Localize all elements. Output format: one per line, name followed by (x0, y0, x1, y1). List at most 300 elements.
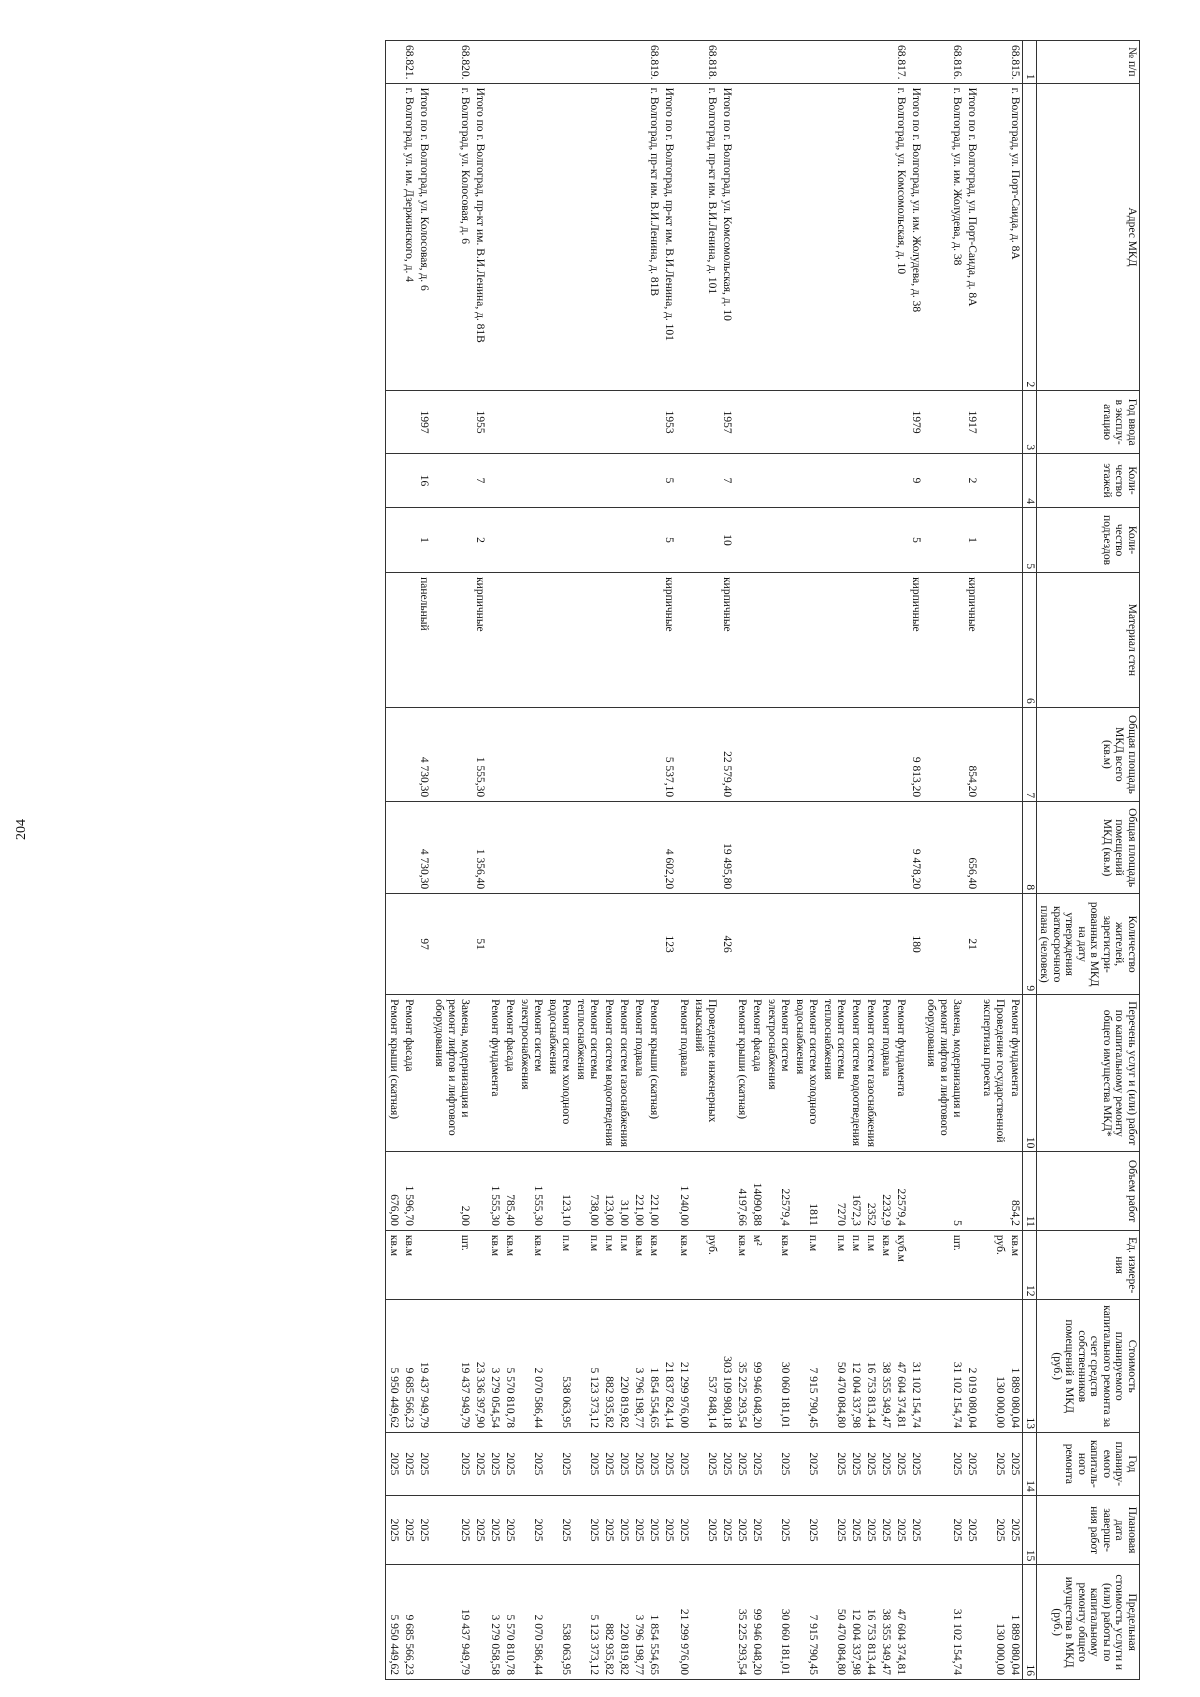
table-cell: Ремонт системы теплоснабжения (573, 995, 601, 1152)
table-cell (401, 707, 416, 801)
table-cell (401, 507, 416, 572)
table-cell (979, 802, 1007, 894)
table-cell (792, 454, 820, 508)
table-cell (661, 41, 676, 84)
table-cell: 1 356,40 (472, 802, 487, 894)
table-cell: 9 478,20 (908, 802, 923, 894)
table-cell (691, 707, 719, 801)
table-row (517, 41, 545, 1680)
table-row (878, 41, 893, 1680)
column-header: Коли-чество этажей (1037, 454, 1140, 508)
table-cell: 47 604 374,81 (893, 1300, 908, 1432)
table-cell: руб. (691, 1230, 719, 1300)
table-cell (517, 707, 545, 801)
table-cell: 14090,88 (749, 1152, 764, 1231)
table-cell: 30 060 181,01 (764, 1300, 792, 1432)
table-cell (646, 573, 661, 708)
table-cell (908, 995, 923, 1152)
table-cell: 5 (923, 1152, 964, 1231)
table-cell: Ремонт систем водоотведения (848, 995, 863, 1152)
table-cell (545, 454, 573, 508)
table-cell (631, 83, 646, 391)
table-cell (386, 454, 402, 508)
table-cell: 2025 (1007, 1495, 1023, 1565)
table-cell: 7270 (820, 1152, 848, 1231)
table-cell (979, 507, 1007, 572)
table-row (734, 41, 749, 1680)
table-cell: 68.819. (646, 41, 661, 84)
table-cell: кв.м (502, 1230, 517, 1300)
table-cell (386, 41, 402, 84)
table-cell: Ремонт подвала (878, 995, 893, 1152)
table-cell (573, 802, 601, 894)
table-cell: 2025 (863, 1432, 878, 1495)
table-cell: 2352 (863, 1152, 878, 1231)
table-cell (401, 802, 416, 894)
table-cell: 2 070 586,44 (517, 1565, 545, 1680)
table-cell: кирпичные (661, 573, 676, 708)
column-number: 2 (1023, 83, 1037, 391)
table-cell: 2025 (401, 1495, 416, 1565)
table-cell: 2025 (908, 1495, 923, 1565)
table-cell: 2025 (820, 1432, 848, 1495)
table-cell: 5 (908, 507, 923, 572)
table-cell: 68.815. (1007, 41, 1023, 84)
table-cell: 7 (719, 454, 734, 508)
table-cell (691, 802, 719, 894)
table-cell: 1 889 080,04 (1007, 1565, 1023, 1680)
table-cell: 5 570 810,78 (502, 1565, 517, 1680)
table-cell (691, 573, 719, 708)
table-cell: 19 437 949,79 (431, 1300, 472, 1432)
column-header: Предельная стоимость услуги и (или) работы по капитальному ремонту общего имущества в МКД (руб.) (1037, 1565, 1140, 1680)
table-cell: 1 555,30 (517, 1152, 545, 1231)
table-cell (719, 995, 734, 1152)
table-cell: 99 946 048,20 (749, 1565, 764, 1680)
table-cell: 2025 (820, 1495, 848, 1565)
table-cell: Ремонт крыши (скатная) (646, 995, 661, 1152)
table-cell: 1997 (416, 391, 431, 454)
table-cell: 7 915 790,45 (792, 1300, 820, 1432)
table-cell: 9 813,20 (908, 707, 923, 801)
table-cell: 2025 (573, 1432, 601, 1495)
table-cell: 2025 (764, 1495, 792, 1565)
table-cell (487, 573, 502, 708)
table-cell (820, 894, 848, 995)
table-cell: Ремонт фундамента (487, 995, 502, 1152)
column-header: Перечень услуг и (или) работ по капитальному ремонту общего имущества МКД* (1037, 995, 1140, 1152)
table-cell (749, 573, 764, 708)
table-cell (979, 41, 1007, 84)
table-cell: п.м (601, 1230, 616, 1300)
table-cell (573, 507, 601, 572)
table-cell: 1 555,30 (487, 1152, 502, 1231)
table-cell: 16 753 813,44 (863, 1300, 878, 1432)
table-cell (631, 454, 646, 508)
table-cell (646, 391, 661, 454)
table-cell (502, 802, 517, 894)
header-row (1037, 41, 1140, 1680)
table-cell (616, 83, 631, 391)
column-number: 8 (1023, 802, 1037, 894)
table-cell (734, 41, 749, 84)
table-cell: 2025 (517, 1495, 545, 1565)
table-cell (661, 1152, 676, 1231)
table-cell (848, 707, 863, 801)
table-cell (848, 391, 863, 454)
table-cell: Итого по г. Волгоград, пр-кт им. В.И.Ленина, д. 81В (472, 83, 487, 391)
table-cell: 21 (964, 894, 979, 995)
table-cell (764, 454, 792, 508)
table-cell (820, 707, 848, 801)
table-cell (749, 41, 764, 84)
table-cell (878, 454, 893, 508)
table-cell (923, 707, 964, 801)
table-cell: 1 854 554,65 (646, 1300, 661, 1432)
table-cell: кв.м (878, 1230, 893, 1300)
table-cell (691, 1565, 719, 1680)
table-cell: 2025 (878, 1495, 893, 1565)
table-cell: 7 915 790,45 (792, 1565, 820, 1680)
table-cell (631, 573, 646, 708)
table-cell: 2025 (601, 1432, 616, 1495)
table-cell: г. Волгоград, пр-кт им. В.И.Ленина, д. 101 (691, 83, 719, 391)
table-cell: 220 819,82 (616, 1300, 631, 1432)
table-cell (616, 573, 631, 708)
table-cell: 2025 (893, 1495, 908, 1565)
table-cell: кирпичные (719, 573, 734, 708)
table-cell: 9 685 566,23 (401, 1565, 416, 1680)
table-cell (863, 707, 878, 801)
column-number: 7 (1023, 707, 1037, 801)
table-cell: 2025 (616, 1432, 631, 1495)
table-cell (601, 707, 616, 801)
table-cell: 1 854 554,65 (646, 1565, 661, 1680)
table-row (545, 41, 573, 1680)
table-cell: кв.м (517, 1230, 545, 1300)
table-cell: 2025 (676, 1432, 691, 1495)
table-cell (616, 391, 631, 454)
table-cell: 68.816. (923, 41, 964, 84)
table-cell: Проведение инженерных изысканий (691, 995, 719, 1152)
table-cell: Замена, модернизация и ремонт лифтов и лифтового оборудования (431, 995, 472, 1152)
table-cell (878, 391, 893, 454)
column-number: 16 (1023, 1565, 1037, 1680)
table-cell: руб. (979, 1230, 1007, 1300)
table-cell (487, 41, 502, 84)
table-cell: 19 495,80 (719, 802, 734, 894)
table-cell: п.м (792, 1230, 820, 1300)
table-cell (691, 1152, 719, 1231)
table-cell: 2025 (487, 1432, 502, 1495)
table-cell: кв.м (734, 1230, 749, 1300)
table-cell (502, 707, 517, 801)
table-cell (431, 802, 472, 894)
table-cell: 2 019 080,04 (964, 1300, 979, 1432)
table-cell: Ремонт системы теплоснабжения (820, 995, 848, 1152)
table-cell: 2025 (416, 1432, 431, 1495)
table-cell (631, 41, 646, 84)
table-cell (487, 507, 502, 572)
table-cell (734, 507, 749, 572)
table-cell: 5 (661, 507, 676, 572)
table-cell (848, 41, 863, 84)
table-cell (820, 391, 848, 454)
table-cell (719, 1565, 734, 1680)
table-cell: 656,40 (964, 802, 979, 894)
table-cell: 68.821. (401, 41, 416, 84)
table-cell (908, 1565, 923, 1680)
table-cell: 2025 (386, 1432, 402, 1495)
table-cell (764, 894, 792, 995)
table-cell: 2025 (1007, 1432, 1023, 1495)
table-cell: кв.м (401, 1230, 416, 1300)
column-number: 11 (1023, 1152, 1037, 1231)
table-cell: 2025 (616, 1495, 631, 1565)
table-row (749, 41, 764, 1680)
table-cell (487, 454, 502, 508)
table-cell (979, 454, 1007, 508)
table-cell: п.м (863, 1230, 878, 1300)
table-cell (863, 391, 878, 454)
table-cell: 1955 (472, 391, 487, 454)
table-cell (792, 391, 820, 454)
table-cell: 2025 (863, 1495, 878, 1565)
table-cell (545, 41, 573, 84)
table-cell: 2025 (502, 1432, 517, 1495)
table-cell: 2025 (764, 1432, 792, 1495)
table-cell: 882 935,82 (601, 1565, 616, 1680)
table-cell: г. Волгоград, ул. Колосовая, д. 6 (431, 83, 472, 391)
table-cell (863, 83, 878, 391)
table-cell (517, 83, 545, 391)
table-cell: куб.м (893, 1230, 908, 1300)
table-cell (863, 573, 878, 708)
table-cell (1007, 707, 1023, 801)
table-cell (734, 391, 749, 454)
table-cell: 2025 (517, 1432, 545, 1495)
table-cell (820, 802, 848, 894)
table-cell (573, 454, 601, 508)
table-cell (472, 1152, 487, 1231)
table-cell (749, 894, 764, 995)
table-cell (676, 41, 691, 84)
table-cell (792, 894, 820, 995)
table-cell (545, 83, 573, 391)
table-cell: 1 596,70 (401, 1152, 416, 1231)
table-cell (386, 83, 402, 391)
table-cell (923, 391, 964, 454)
table-cell (749, 802, 764, 894)
table-cell: Ремонт подвала (631, 995, 646, 1152)
table-cell: 2025 (502, 1495, 517, 1565)
table-cell (719, 1230, 734, 1300)
table-cell (661, 995, 676, 1152)
table-cell: 7 (472, 454, 487, 508)
table-cell: 854,20 (964, 707, 979, 801)
table-cell (792, 802, 820, 894)
table-cell: 22579,4 (764, 1152, 792, 1231)
table-cell (979, 573, 1007, 708)
table-cell: кв.м (646, 1230, 661, 1300)
table-cell: 303 109 980,18 (719, 1300, 734, 1432)
table-cell (601, 507, 616, 572)
table-cell: 220 819,82 (616, 1565, 631, 1680)
table-cell: 9 (908, 454, 923, 508)
table-cell: панельный (416, 573, 431, 708)
table-cell: 2025 (601, 1495, 616, 1565)
table-cell: 2025 (573, 1495, 601, 1565)
table-cell: 68.818. (691, 41, 719, 84)
table-cell (517, 573, 545, 708)
table-cell (431, 707, 472, 801)
table-cell: 2 070 586,44 (517, 1300, 545, 1432)
table-cell (764, 707, 792, 801)
column-number: 1 (1023, 41, 1037, 84)
table-cell (661, 1230, 676, 1300)
table-cell: 5 (661, 454, 676, 508)
table-cell: 2025 (472, 1432, 487, 1495)
table-cell (646, 894, 661, 995)
table-cell: кирпичные (964, 573, 979, 708)
table-cell (401, 894, 416, 995)
table-cell: 68.817. (893, 41, 908, 84)
table-cell (964, 1152, 979, 1231)
table-cell: кв.м (764, 1230, 792, 1300)
table-cell (792, 83, 820, 391)
table-row (416, 41, 431, 1680)
table-cell: п.м (616, 1230, 631, 1300)
table-cell (908, 41, 923, 84)
table-cell: 12 004 337,98 (848, 1565, 863, 1680)
table-cell: 1 889 080,04 (1007, 1300, 1023, 1432)
table-row (431, 41, 472, 1680)
table-cell (601, 391, 616, 454)
table-cell (386, 573, 402, 708)
table-cell: 221,00 (646, 1152, 661, 1231)
table-cell: 1 (964, 507, 979, 572)
table-cell: 2232,9 (878, 1152, 893, 1231)
table-cell: 21 837 824,14 (661, 1300, 676, 1432)
table-cell (719, 41, 734, 84)
table-row (893, 41, 908, 1680)
table-cell: 2025 (631, 1432, 646, 1495)
table-cell: Проведение государственной экспертизы проекта (979, 995, 1007, 1152)
table-cell: 2025 (749, 1432, 764, 1495)
table-cell: 35 225 293,54 (734, 1565, 749, 1680)
table-cell (863, 454, 878, 508)
table-cell: 2025 (386, 1495, 402, 1565)
table-cell: Ремонт систем холодного водоснабжения (545, 995, 573, 1152)
table-cell: 5 123 373,12 (573, 1300, 601, 1432)
table-cell (502, 391, 517, 454)
table-cell: 4 730,30 (416, 707, 431, 801)
table-cell (893, 573, 908, 708)
table-cell: кирпичные (908, 573, 923, 708)
table-cell (820, 454, 848, 508)
column-number: 10 (1023, 995, 1037, 1152)
table-cell: кв.м (676, 1230, 691, 1300)
table-cell (863, 894, 878, 995)
column-header: Количество жителей, зарегистри-рованных в МКД на дату утверждения краткосрочного плана (человек) (1037, 894, 1140, 995)
table-cell (764, 802, 792, 894)
table-cell: Ремонт систем холодного водоснабжения (792, 995, 820, 1152)
table-cell: 5 950 449,62 (386, 1565, 402, 1680)
table-cell: 2025 (848, 1432, 863, 1495)
table-cell: 1672,3 (848, 1152, 863, 1231)
table-cell: 31 102 154,74 (923, 1300, 964, 1432)
table-cell (820, 507, 848, 572)
table-cell (431, 454, 472, 508)
table-cell (676, 894, 691, 995)
table-cell (764, 41, 792, 84)
table-cell: 785,40 (502, 1152, 517, 1231)
table-cell (487, 391, 502, 454)
table-cell: Итого по г. Волгоград, ул. Комсомольская, д. 10 (719, 83, 734, 391)
table-cell: Итого по г. Волгоград, ул. им. Жолудева, д. 38 (908, 83, 923, 391)
table-cell (472, 1230, 487, 1300)
table-cell: 51 (472, 894, 487, 995)
table-cell: 1957 (719, 391, 734, 454)
table-cell (573, 707, 601, 801)
table-cell (616, 507, 631, 572)
table-cell (979, 1152, 1007, 1231)
table-cell (764, 83, 792, 391)
table-cell: 2,00 (431, 1152, 472, 1231)
table-cell: г. Волгоград, ул. им. Жолудева, д. 38 (923, 83, 964, 391)
table-cell (676, 391, 691, 454)
table-cell (487, 802, 502, 894)
table-cell (893, 802, 908, 894)
table-cell: Ремонт подвала (676, 995, 691, 1152)
table-cell (502, 83, 517, 391)
table-cell (719, 1152, 734, 1231)
table-cell (923, 454, 964, 508)
table-cell: 10 (719, 507, 734, 572)
table-cell (545, 391, 573, 454)
table-cell: 2025 (734, 1495, 749, 1565)
table-cell: 97 (416, 894, 431, 995)
table-row (979, 41, 1007, 1680)
table-cell: 538 063,95 (545, 1300, 573, 1432)
table-cell (734, 573, 749, 708)
table-cell: 16 (416, 454, 431, 508)
table-cell (734, 454, 749, 508)
table-cell: 47 604 374,81 (893, 1565, 908, 1680)
table-cell (848, 573, 863, 708)
table-cell: 123,10 (545, 1152, 573, 1231)
table-cell (661, 1565, 676, 1680)
table-cell (616, 894, 631, 995)
table-cell (601, 573, 616, 708)
column-header: Коли-чество подъездов (1037, 507, 1140, 572)
table-row (601, 41, 616, 1680)
table-cell (616, 802, 631, 894)
table-row (908, 41, 923, 1680)
table-cell (908, 1230, 923, 1300)
table-cell: 2025 (661, 1432, 676, 1495)
table-cell: 5 570 810,78 (502, 1300, 517, 1432)
table-cell: 2025 (923, 1495, 964, 1565)
table-cell (416, 1152, 431, 1231)
table-cell (676, 573, 691, 708)
column-header: Общая площадь помещений МКД (кв.м) (1037, 802, 1140, 894)
table-cell: 1 240,00 (676, 1152, 691, 1231)
table-cell (386, 802, 402, 894)
table-cell: Ремонт фасада (401, 995, 416, 1152)
table-cell: 2025 (431, 1432, 472, 1495)
table-cell: 130 000,00 (979, 1565, 1007, 1680)
